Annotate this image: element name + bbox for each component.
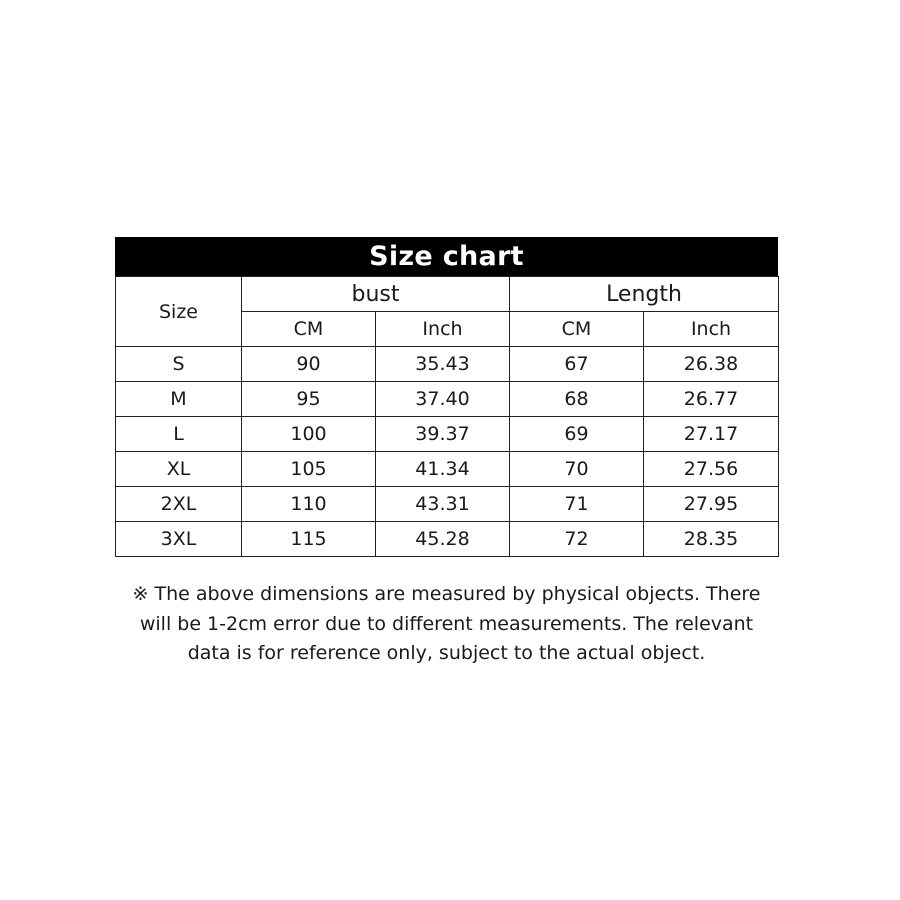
length-cm-cell: 69 <box>510 417 644 452</box>
length-inch-cell: 26.38 <box>644 347 779 382</box>
size-cell: M <box>116 382 242 417</box>
table-row <box>116 347 779 382</box>
note-line: data is for reference only, subject to the actual object. <box>187 642 706 664</box>
length-inch-cell: 28.35 <box>644 522 779 557</box>
bust-cm-cell: 100 <box>242 417 376 452</box>
length-cm-cell: 70 <box>510 452 644 487</box>
bust-inch-header: Inch <box>376 312 510 347</box>
table-row <box>116 487 779 522</box>
length-header: Length <box>510 277 779 312</box>
note-line: will be 1-2cm error due to different measurements. The relevant <box>139 612 754 635</box>
bust-inch-cell: 37.40 <box>376 382 510 417</box>
length-cm-header: CM <box>510 312 644 347</box>
length-cm-cell: 71 <box>510 487 644 522</box>
bust-cm-cell: 105 <box>242 452 376 487</box>
size-cell: L <box>116 417 242 452</box>
table-row <box>116 522 779 557</box>
length-cm-cell: 67 <box>510 347 644 382</box>
bust-cm-header: CM <box>242 312 376 347</box>
length-inch-cell: 26.77 <box>644 382 779 417</box>
length-inch-cell: 27.17 <box>644 417 779 452</box>
note-line: ※ The above dimensions are measured by physical objects. There <box>132 583 761 605</box>
size-chart <box>115 237 778 557</box>
bust-cm-cell: 110 <box>242 487 376 522</box>
size-chart-title: Size chart <box>115 237 778 276</box>
bust-cm-cell: 115 <box>242 522 376 557</box>
bust-inch-cell: 45.28 <box>376 522 510 557</box>
size-header: Size <box>116 277 242 347</box>
size-cell: S <box>116 347 242 382</box>
length-cm-cell: 68 <box>510 382 644 417</box>
bust-cm-cell: 95 <box>242 382 376 417</box>
bust-cm-cell: 90 <box>242 347 376 382</box>
table-row <box>116 417 779 452</box>
bust-header: bust <box>242 277 510 312</box>
bust-inch-cell: 39.37 <box>376 417 510 452</box>
measurement-note <box>110 580 783 669</box>
table-row <box>116 382 779 417</box>
bust-inch-cell: 43.31 <box>376 487 510 522</box>
length-cm-cell: 72 <box>510 522 644 557</box>
bust-inch-cell: 35.43 <box>376 347 510 382</box>
header-row-groups <box>116 277 779 312</box>
table-row <box>116 452 779 487</box>
length-inch-cell: 27.95 <box>644 487 779 522</box>
size-cell: XL <box>116 452 242 487</box>
length-inch-header: Inch <box>644 312 779 347</box>
size-table <box>115 276 779 557</box>
length-inch-cell: 27.56 <box>644 452 779 487</box>
size-cell: 2XL <box>116 487 242 522</box>
bust-inch-cell: 41.34 <box>376 452 510 487</box>
size-cell: 3XL <box>116 522 242 557</box>
